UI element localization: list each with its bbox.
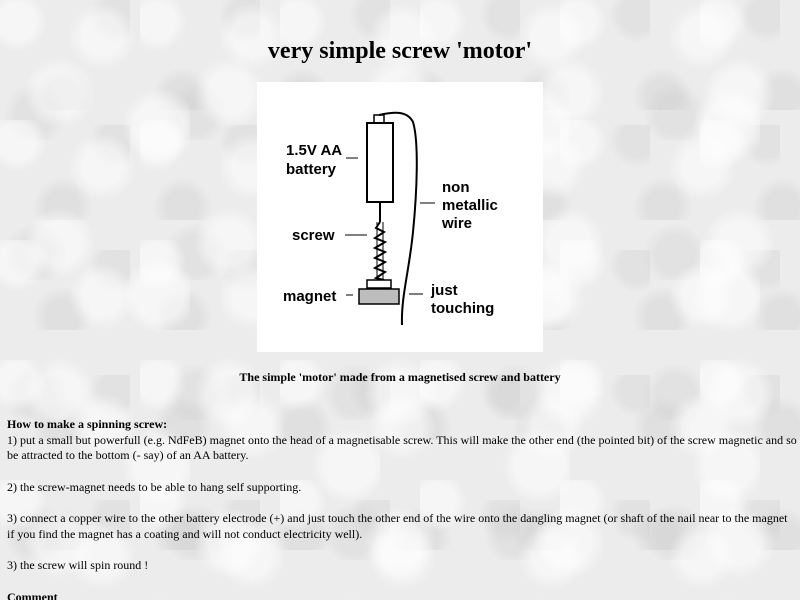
page-title: very simple screw 'motor' xyxy=(267,38,533,64)
motor-diagram xyxy=(257,82,543,352)
comment-section xyxy=(7,590,797,600)
magnet xyxy=(359,289,399,304)
battery-terminal xyxy=(374,115,384,123)
instructions-heading: How to make a spinning screw: xyxy=(7,417,168,431)
figure-caption: The simple 'motor' made from a magnetised screw and battery xyxy=(239,370,561,384)
screw-head xyxy=(367,280,391,288)
wire-label-3: wire xyxy=(442,215,473,232)
instructions-section xyxy=(7,417,797,464)
step-1: 1) put a small but powerfull (e.g. NdFeB) magnet onto the head of a magnetisable screw. This will make the other end (the pointed bit) of the screw magnetic and so be attracted to the bottom (- say) of an AA battery. xyxy=(7,432,797,462)
article-body xyxy=(7,417,797,600)
battery-label-2: battery xyxy=(286,161,337,178)
step-2: 2) the screw-magnet needs to be able to hang self supporting. xyxy=(7,479,302,494)
battery-label-1: 1.5V AA xyxy=(286,142,343,159)
touching-label-1: just xyxy=(431,282,458,299)
screw-label: screw xyxy=(292,227,335,244)
step-3: 3) connect a copper wire to the other battery electrode (+) and just touch the other end of the wire onto the dangling magnet (or shaft of the nail near to the magnet if you find the magnet has a coating and will not conduct electricity well). xyxy=(7,511,788,541)
screw-thread xyxy=(375,222,385,280)
wire-label-1: non xyxy=(442,179,470,196)
touching-label-2: touching xyxy=(431,300,495,317)
wire-label-2: metallic xyxy=(442,197,498,214)
battery-body xyxy=(367,123,393,202)
comment-heading: Comment xyxy=(7,589,58,600)
magnet-label: magnet xyxy=(283,288,337,305)
step-4: 3) the screw will spin round ! xyxy=(7,558,149,572)
